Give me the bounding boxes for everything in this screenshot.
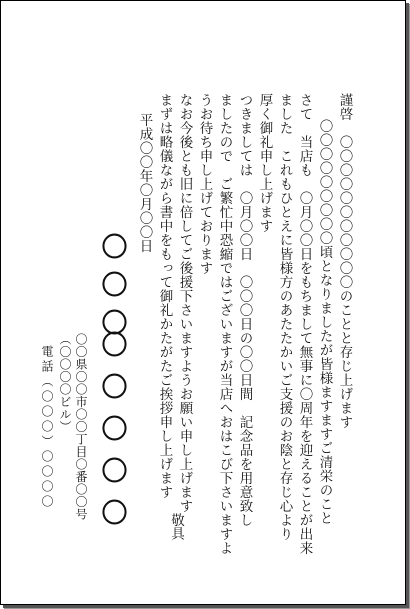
owner-name: 〇〇〇: [97, 233, 127, 347]
letter-line-9: なお今後とも旧に倍してご後援下さいますようお願い申し上げます: [176, 93, 193, 513]
letter-line-10: まずは略儀ながら書中をもって御礼かたがたご挨拶申し上げます: [156, 93, 173, 499]
letter-line-1: 謹啓 〇〇〇〇〇〇〇〇〇〇〇のことと存じ上げます: [336, 93, 353, 429]
sender-building: （〇〇〇〇ビル）: [58, 333, 72, 433]
shop-name: 〇〇〇〇〇: [97, 331, 127, 541]
letter-line-8: うお待ち申し上げております: [196, 93, 213, 275]
closing-keigu: 敬具: [168, 513, 184, 540]
letter-line-3: さて 当店も 〇月〇〇日をもちまして無事に〇周年を迎えることが出来: [296, 93, 313, 555]
letter-date: 平成〇〇年〇月〇〇日: [136, 113, 153, 253]
letter-line-6: つきましては 〇月〇〇日 〇〇〇日の〇〇日間 記念品を用意致し: [236, 93, 253, 527]
letter-line-7: ましたので ご繁忙中恐縮ではございますが当店へおはこび下さいますよ: [216, 93, 233, 555]
sender-address: 〇〇県〇〇市〇〇丁目〇番〇〇号: [74, 333, 88, 521]
sender-phone: 電話（〇〇〇）〇〇〇〇: [40, 345, 54, 510]
letter-line-5: 厚く御礼申し上げます: [256, 93, 273, 233]
letter-line-2: 〇〇〇〇〇〇〇〇〇頃となりましたが皆様ますますご清栄のこと: [316, 119, 333, 525]
letter-line-4: ました これもひとえに皆様方のあたたかいご支援のお陰と存じ心より: [276, 93, 293, 541]
